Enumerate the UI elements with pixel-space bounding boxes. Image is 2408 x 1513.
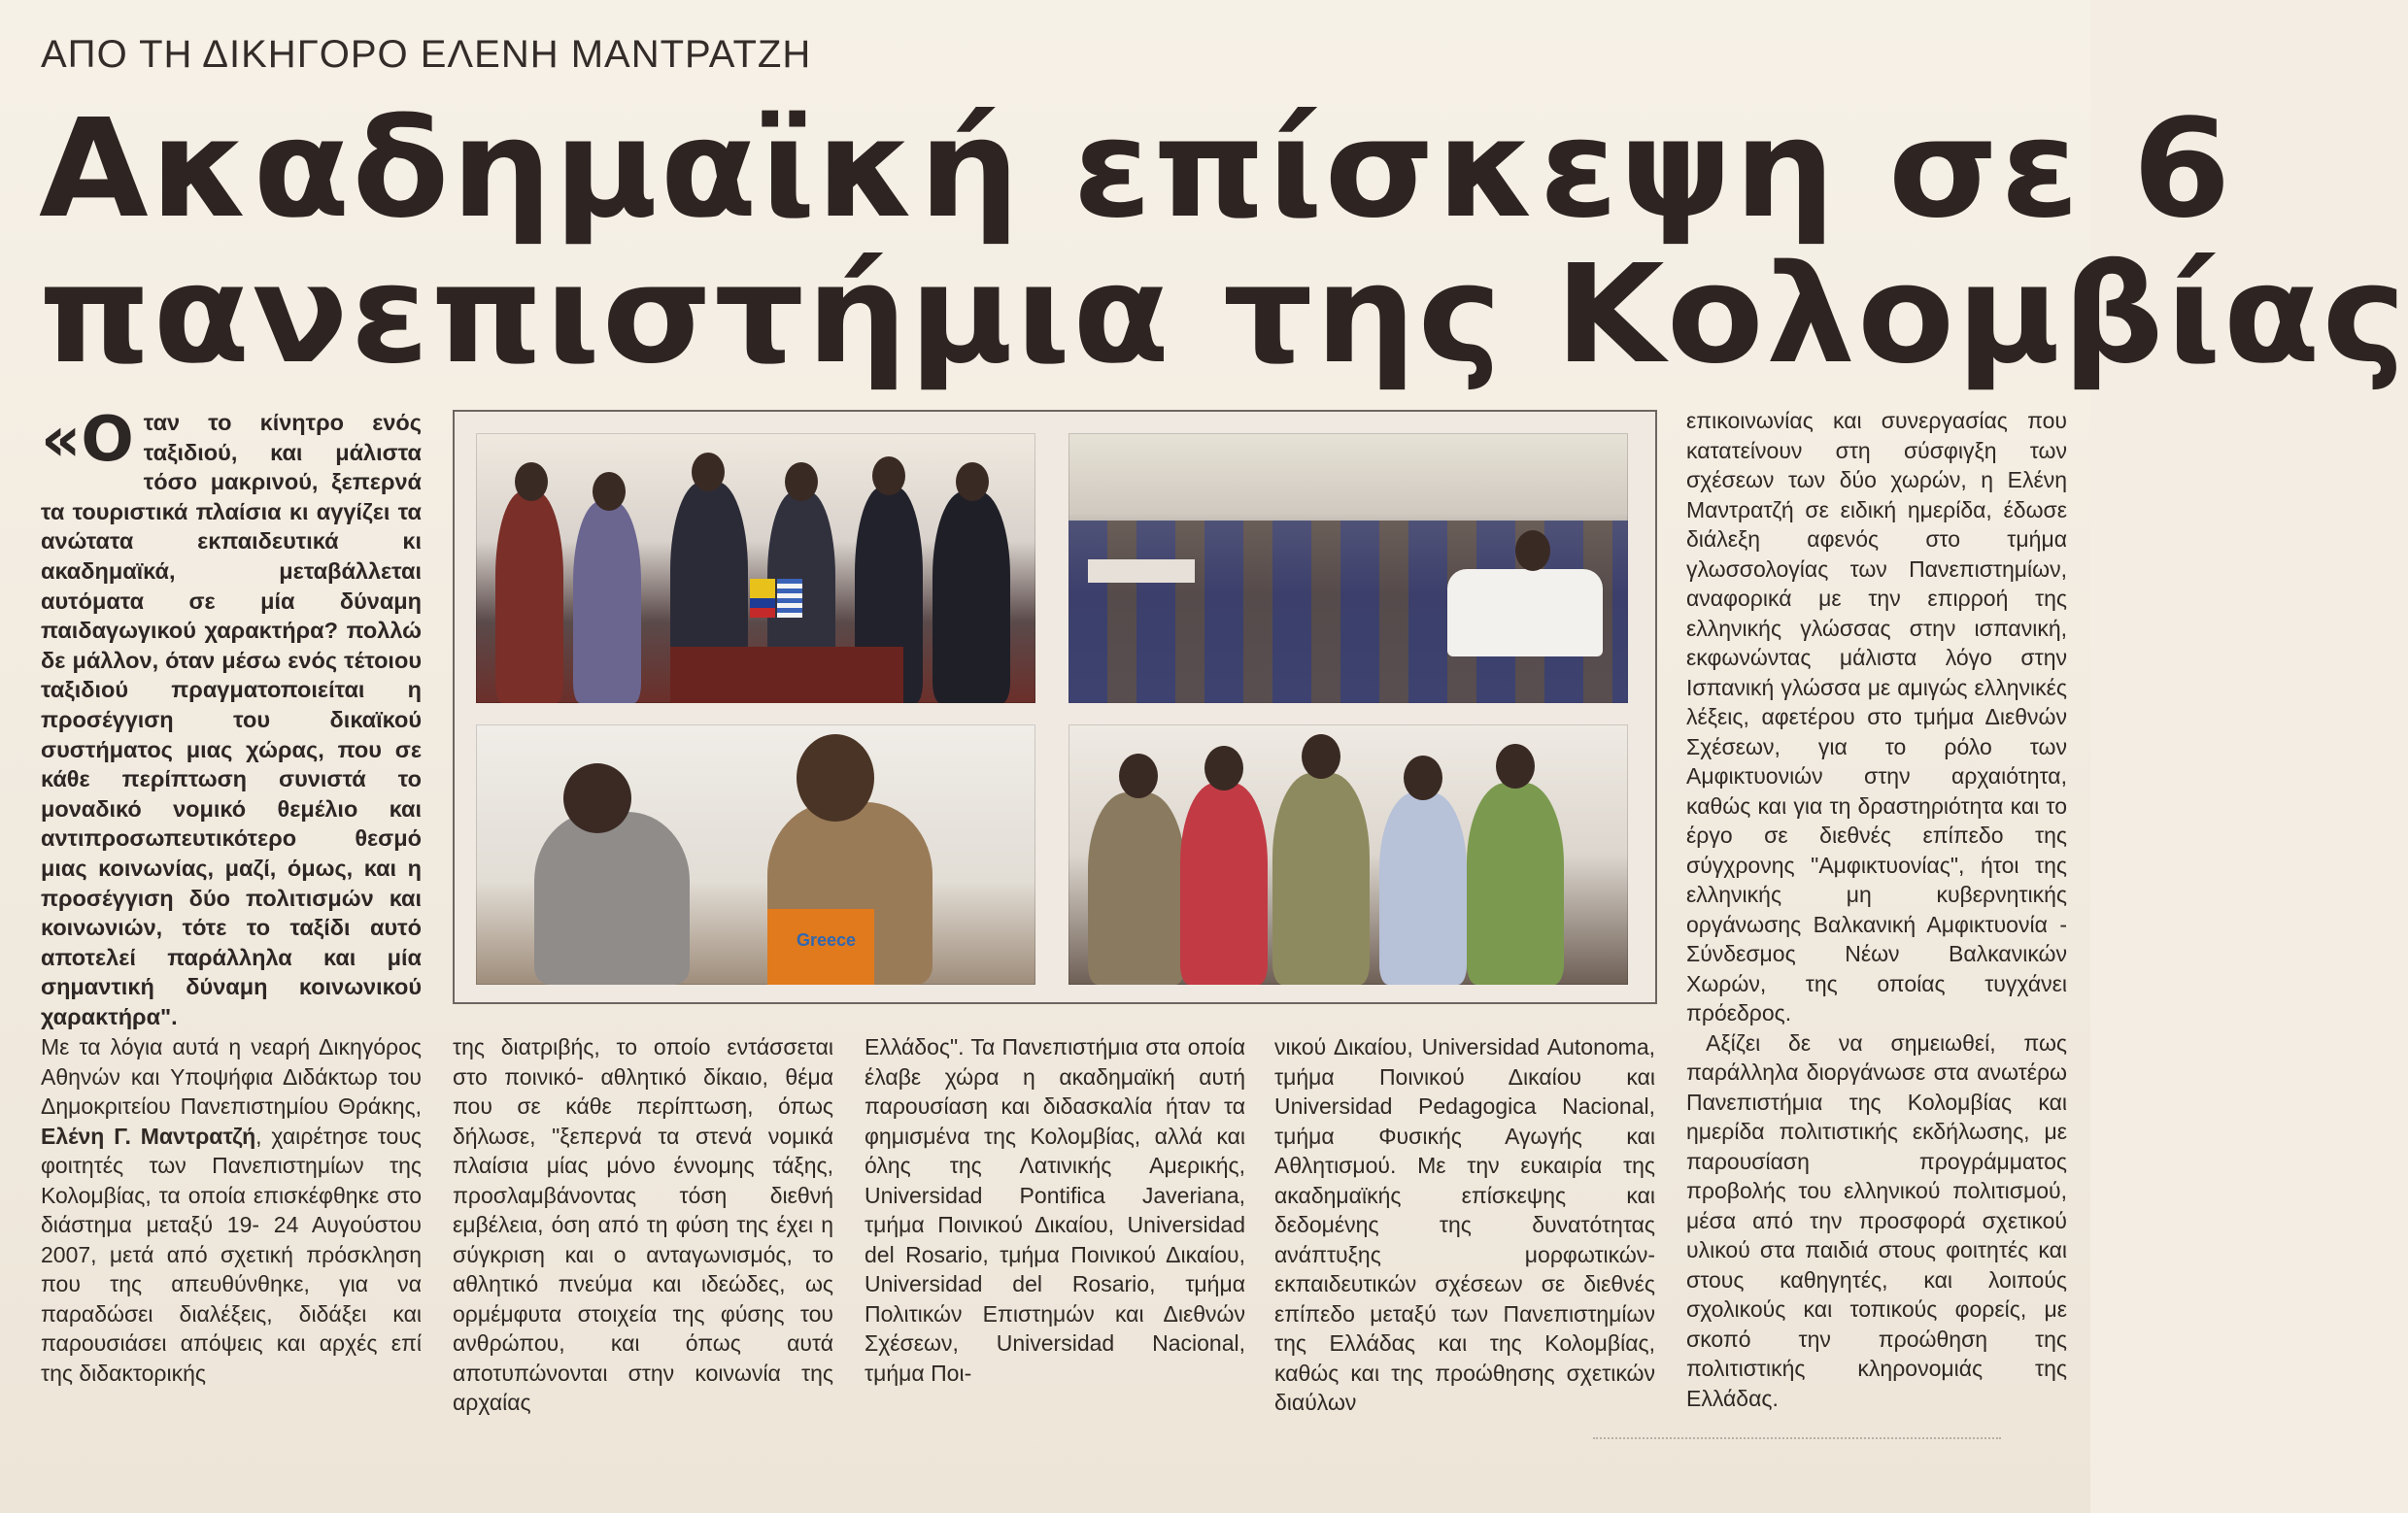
quote-mark: « bbox=[41, 404, 82, 476]
column-4 bbox=[1274, 1032, 1655, 1418]
column-4-text: νικού Δικαίου, Universidad Autonoma, τμήμα Ποινικού Δικαίου και Universidad Pedagogica Nacional, τμήμα Φυσικής Αγωγής και Αθλητισμού. Με την ευκαιρία της ακαδημαϊκής επίσκεψης και δεδομένης της δυνατότητας ανάπτυξης μορφωτικών- εκπαιδευτικών σχέσεων σε διεθνές επίπεδο μεταξύ των Πανεπιστημίων της Ελλάδας και της Κολομβίας, καθώς και της προώθησης σχετικών διαύλων bbox=[1274, 1034, 1655, 1415]
headline-line-1: Ακαδημαϊκή επίσκεψη σε 6 bbox=[39, 90, 2233, 249]
headline-line-2: πανεπιστήμια της Κολομβίας bbox=[39, 236, 2408, 394]
author-name: Ελένη Γ. Μαντρατζή bbox=[41, 1123, 256, 1149]
column-2 bbox=[453, 1032, 833, 1418]
column-2-text: της διατριβής, το οποίο εντάσσεται στο ποινικό- αθλητικό δίκαιο, θέμα που σε κάθε περίπτωση, όπως δήλωσε, "ξεπερνά τα στενά νομικά πλαίσια μίας μόνο έννομης τάξης, προσλαμβάνοντας τόση διεθνή εμβέλεια, όση από τη φύση της έχει η σύγκριση και ο ανταγωνισμός, το αθλητικό πνεύμα και ιδεώδες, ως ορμέμφυτα στοιχεία της φύσης του ανθρώπου, και όπως αυτά αποτυπώνονται στην κοινωνία της αρχαίας bbox=[453, 1034, 833, 1415]
lead-paragraph bbox=[41, 404, 422, 1031]
greece-book-label: Greece bbox=[797, 930, 857, 950]
author-kicker: ΑΠΟ ΤΗ ΔΙΚΗΓΟΡΟ ΕΛΕΝΗ ΜΑΝΤΡΑΤΖΗ bbox=[41, 33, 812, 76]
photo-group-five bbox=[1068, 724, 1628, 985]
photo-collage bbox=[453, 410, 1657, 1004]
dropcap-letter: Ο bbox=[81, 404, 134, 476]
headline bbox=[39, 90, 2408, 394]
column-5-text-a: επικοινωνίας και συνεργασίας που κατατείνουν στη σύσφιγξη των σχέσεων των δύο χωρών, η Ελένη Μαντρατζή σε ειδική ημερίδα, έδωσε διάλεξη αφενός στο τμήμα γλωσσολογίας των Πανεπιστημίων, αναφορικά με την επιρροή της ελληνικής γλώσσας στην ισπανική, εκφωνώντας μάλιστα λόγο στην Ισπανική γλώσσα με αμιγώς ελληνικές λέξεις, αφετέρου στο τμήμα Διεθνών Σχέσεων, για το ρόλο των Αμφικτυονιών στην αρχαιότητα, καθώς και για τη δραστηριότητα και το έργο σε διεθνές επίπεδο της σύγχρονης "Αμφικτυονίας", ήτοι της ελληνικής μη κυβερνητικής οργάνωσης Βαλκανική Αμφικτυονία - Σύνδεσμος Νέων Βαλκανικών Χωρών, της οποίας τυγχάνει πρόεδρος. bbox=[1686, 408, 2067, 1025]
column-3-text: Ελλάδος". Τα Πανεπιστήμια στα οποία έλαβε χώρα η ακαδημαϊκή αυτή παρουσίαση και διδασκαλία ήταν τα φημισμένα της Κολομβίας, αλλά και όλης της Λατινικής Αμερικής, Universidad Pontifica Javeriana, τμήμα Ποινικού Δικαίου, Universidad del Rosario, τμήμα Ποινικού Δικαίου, Universidad del Rosario, τμήμα Πολιτικών Επιστημών και Διεθνών Σχέσεων, Universidad Nacional, τμήμα Ποι- bbox=[865, 1034, 1245, 1386]
flag-colombia bbox=[750, 579, 775, 618]
footer-divider bbox=[1593, 1437, 2001, 1439]
photo-group-with-flags bbox=[476, 433, 1035, 703]
photo-lecture-hall bbox=[1068, 433, 1628, 703]
dropcap bbox=[41, 404, 134, 476]
photo-presentation bbox=[476, 724, 1035, 985]
column-1-text-b: , χαιρέτησε τους φοιτητές των Πανεπιστημίων της Κολομβίας, τα οποία επισκέφθηκε στο διάστημα μεταξύ 19- 24 Αυγούστου 2007, μετά από σχετική πρόσκληση που της απευθύνθηκε, για να παραδώσει διαλέξεις, διδάξει και παρουσιάσει απόψεις και αρχές επί της διδακτορικής bbox=[41, 1123, 422, 1386]
column-5 bbox=[1686, 406, 2067, 1413]
flag-greece bbox=[777, 579, 802, 618]
column-1-text-a: Με τα λόγια αυτά η νεαρή Δικηγόρος Αθηνών και Υποψήφια Διδάκτωρ του Δημοκριτείου Πανεπιστημίου Θράκης, bbox=[41, 1034, 422, 1119]
column-5-text-b: Αξίζει δε να σημειωθεί, πως παράλληλα διοργάνωσε στα ανωτέρω Πανεπιστήμια της Κολομβίας και ημερίδα πολιτιστικής εκδήλωσης, με παρουσίαση προγράμματος προβολής του ελληνικού πολιτισμού, μέσα από την προσφορά σχετικού υλικού στα παιδιά στους φοιτητές και στους καθηγητές, και λοιπούς σχολικούς και τοπικούς φορείς, με σκοπό την προώθηση της πολιτιστικής κληρονομιάς της Ελλάδας. bbox=[1686, 1029, 2067, 1411]
column-3 bbox=[865, 1032, 1245, 1388]
column-1 bbox=[41, 1032, 422, 1388]
lead-text: ταν το κίνητρο ενός ταξιδιού, και μάλιστα τόσο μακρινού, ξεπερνά τα τουριστικά πλαίσια κι αγγίζει τα ανώτατα εκπαιδευτικά κι ακαδημαϊκά, μεταβάλλεται αυτόματα σε μία δύναμη παιδαγωγικού χαρακτήρα? πολλώ δε μάλλον, όταν μέσω ενός τέτοιου ταξιδιού πραγματοποιείται η προσέγγιση του δικαϊκού συστήματος μιας χώρας, που σε κάθε περίπτωση συνιστά το μοναδικό νομικό θεμέλιο και αντιπροσωπευτικότερο θεσμό μιας κοινωνίας, μαζί, όμως, και η προσέγγιση δύο πολιτισμών και κοινωνιών, τότε το ταξίδι αυτό αποτελεί παράλληλα και μία σημαντική δύναμη κοινωνικού χαρακτήρα". bbox=[41, 410, 422, 1029]
